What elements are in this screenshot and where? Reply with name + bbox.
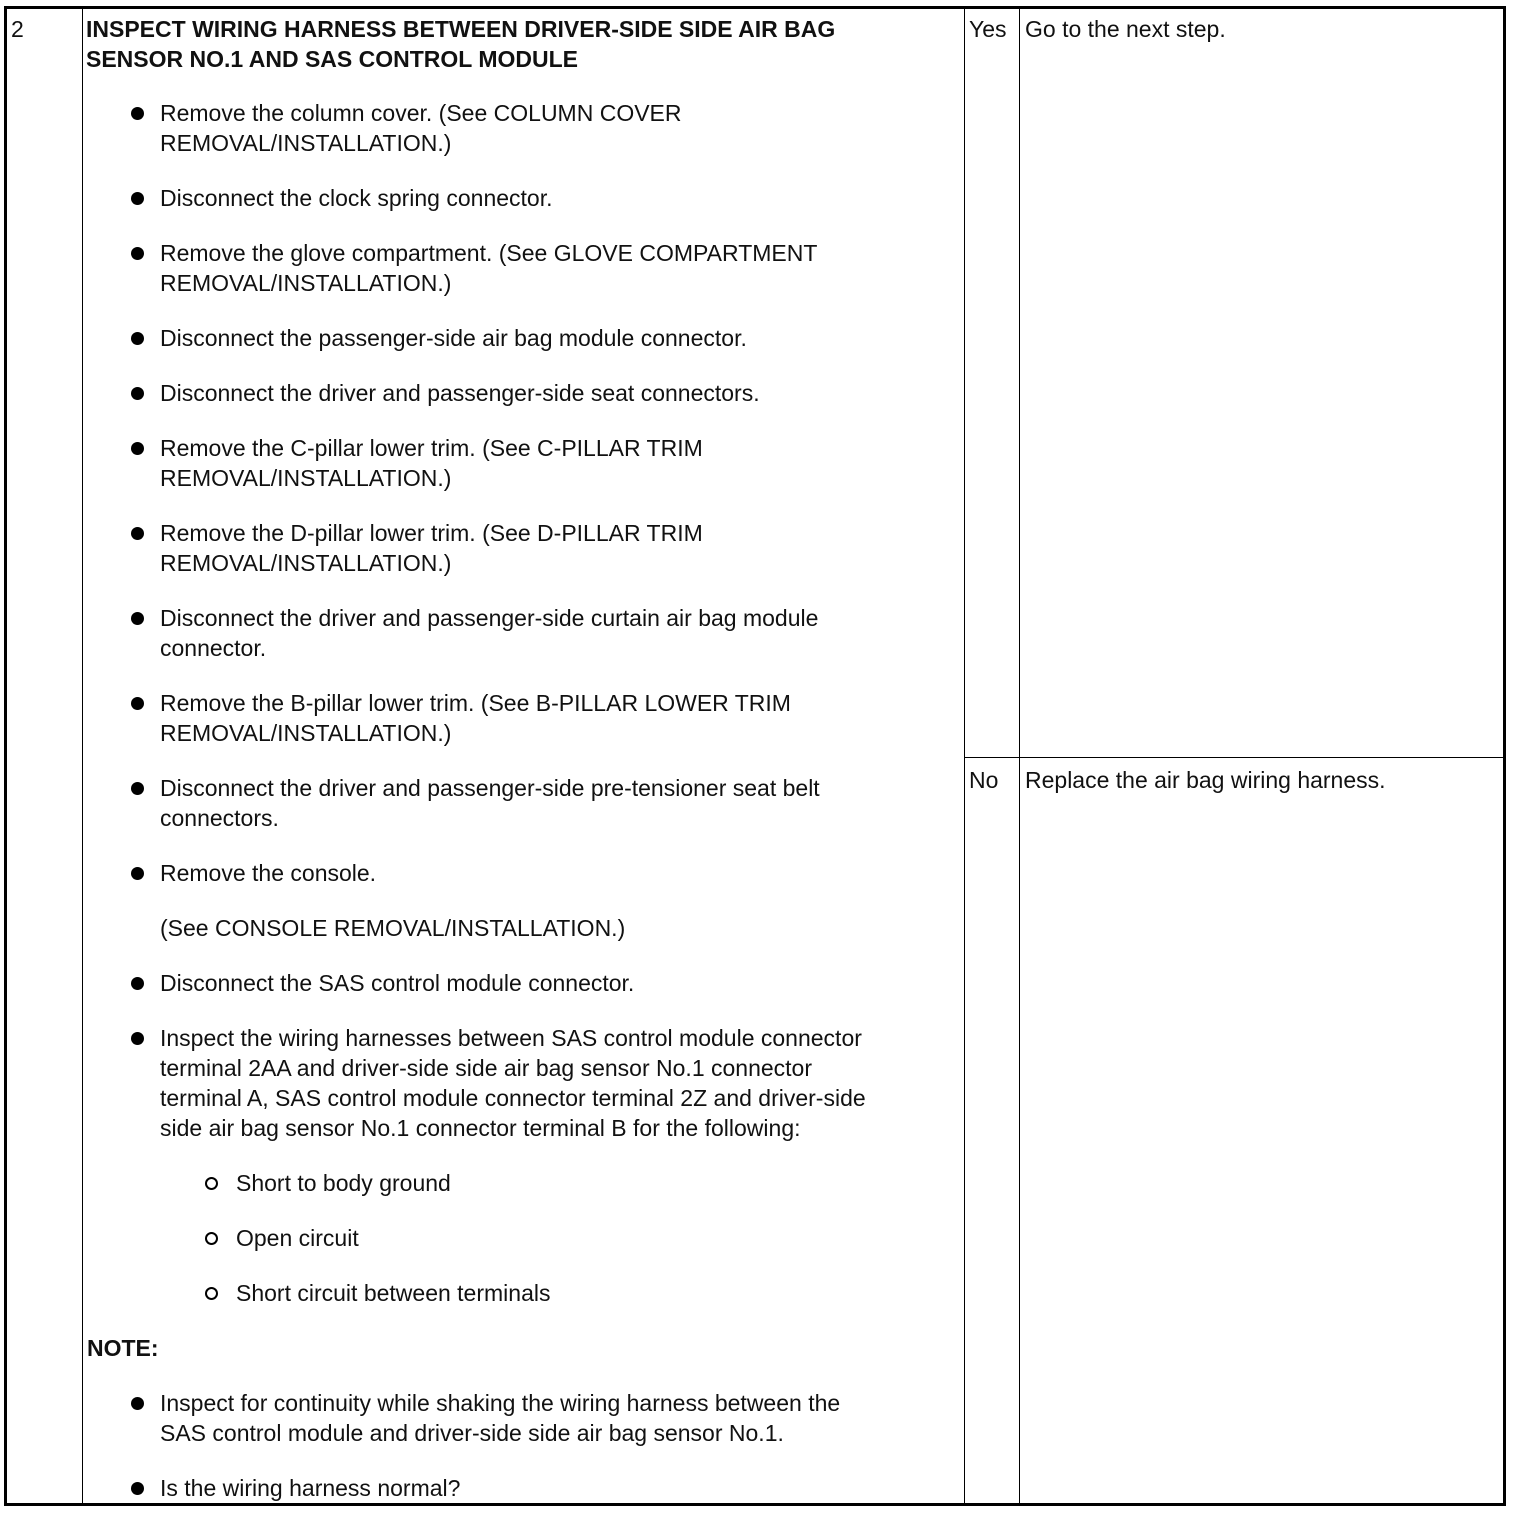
note-item: Inspect for continuity while shaking the wiring harness between the SAS control module and driver-side side air bag sensor No.1. bbox=[160, 1390, 841, 1446]
bullet-dot bbox=[131, 107, 144, 120]
bullet-dot bbox=[131, 1482, 144, 1495]
console-reference: (See CONSOLE REMOVAL/INSTALLATION.) bbox=[160, 915, 626, 941]
column-divider bbox=[1019, 9, 1020, 1503]
row-divider bbox=[964, 757, 1503, 758]
sub-bullet bbox=[205, 1287, 218, 1300]
bullet-dot bbox=[131, 867, 144, 880]
list-item: Remove the console. bbox=[160, 860, 377, 886]
list-item: Disconnect the driver and passenger-side curtain air bag module connector. bbox=[160, 605, 819, 661]
step-title bbox=[86, 14, 936, 74]
yes-label: Yes bbox=[969, 16, 1007, 42]
sub-list-item: Short circuit between terminals bbox=[236, 1280, 551, 1306]
sub-bullet bbox=[205, 1232, 218, 1245]
sub-list-item: Open circuit bbox=[236, 1225, 359, 1251]
list-item: Remove the column cover. (See COLUMN COVER REMOVAL/INSTALLATION.) bbox=[160, 100, 682, 156]
sub-bullet bbox=[205, 1177, 218, 1190]
question: Is the wiring harness normal? bbox=[160, 1475, 461, 1501]
list-item: Remove the C-pillar lower trim. (See C-PILLAR TRIM REMOVAL/INSTALLATION.) bbox=[160, 435, 703, 491]
bullet-dot bbox=[131, 977, 144, 990]
list-item: Disconnect the driver and passenger-side pre-tensioner seat belt connectors. bbox=[160, 775, 820, 831]
bullet-dot bbox=[131, 387, 144, 400]
bullet-dot bbox=[131, 1032, 144, 1045]
inspection-step-table bbox=[4, 6, 1506, 1506]
note-label: NOTE: bbox=[87, 1335, 159, 1361]
list-item: Remove the glove compartment. (See GLOVE COMPARTMENT REMOVAL/INSTALLATION.) bbox=[160, 240, 818, 296]
list-item: Remove the D-pillar lower trim. (See D-PILLAR TRIM REMOVAL/INSTALLATION.) bbox=[160, 520, 703, 576]
bullet-dot bbox=[131, 1397, 144, 1410]
list-item: Disconnect the SAS control module connector. bbox=[160, 970, 635, 996]
bullet-dot bbox=[131, 442, 144, 455]
list-item: Remove the B-pillar lower trim. (See B-PILLAR LOWER TRIM REMOVAL/INSTALLATION.) bbox=[160, 690, 791, 746]
bullet-dot bbox=[131, 247, 144, 260]
column-divider bbox=[964, 9, 965, 1503]
sub-list-item: Short to body ground bbox=[236, 1170, 451, 1196]
bullet-dot bbox=[131, 192, 144, 205]
bullet-dot bbox=[131, 612, 144, 625]
no-action: Replace the air bag wiring harness. bbox=[1025, 767, 1386, 793]
list-item: Inspect the wiring harnesses between SAS control module connector terminal 2AA and driver-side side air bag sensor No.1 connector terminal A, SAS control module connector terminal 2Z and driver-side side air bag sensor No.1 connector terminal B for the following: bbox=[160, 1025, 866, 1141]
bullet-dot bbox=[131, 782, 144, 795]
bullet-dot bbox=[131, 527, 144, 540]
column-divider bbox=[82, 9, 83, 1503]
list-item: Disconnect the clock spring connector. bbox=[160, 185, 553, 211]
list-item: Disconnect the passenger-side air bag module connector. bbox=[160, 325, 747, 351]
yes-action: Go to the next step. bbox=[1025, 16, 1226, 42]
no-label: No bbox=[969, 767, 999, 793]
bullet-dot bbox=[131, 332, 144, 345]
step-title-line: SENSOR NO.1 AND SAS CONTROL MODULE bbox=[86, 46, 578, 72]
step-title-line: INSPECT WIRING HARNESS BETWEEN DRIVER-SIDE SIDE AIR BAG bbox=[86, 16, 836, 42]
bullet-dot bbox=[131, 697, 144, 710]
step-number: 2 bbox=[11, 16, 24, 42]
list-item: Disconnect the driver and passenger-side seat connectors. bbox=[160, 380, 760, 406]
